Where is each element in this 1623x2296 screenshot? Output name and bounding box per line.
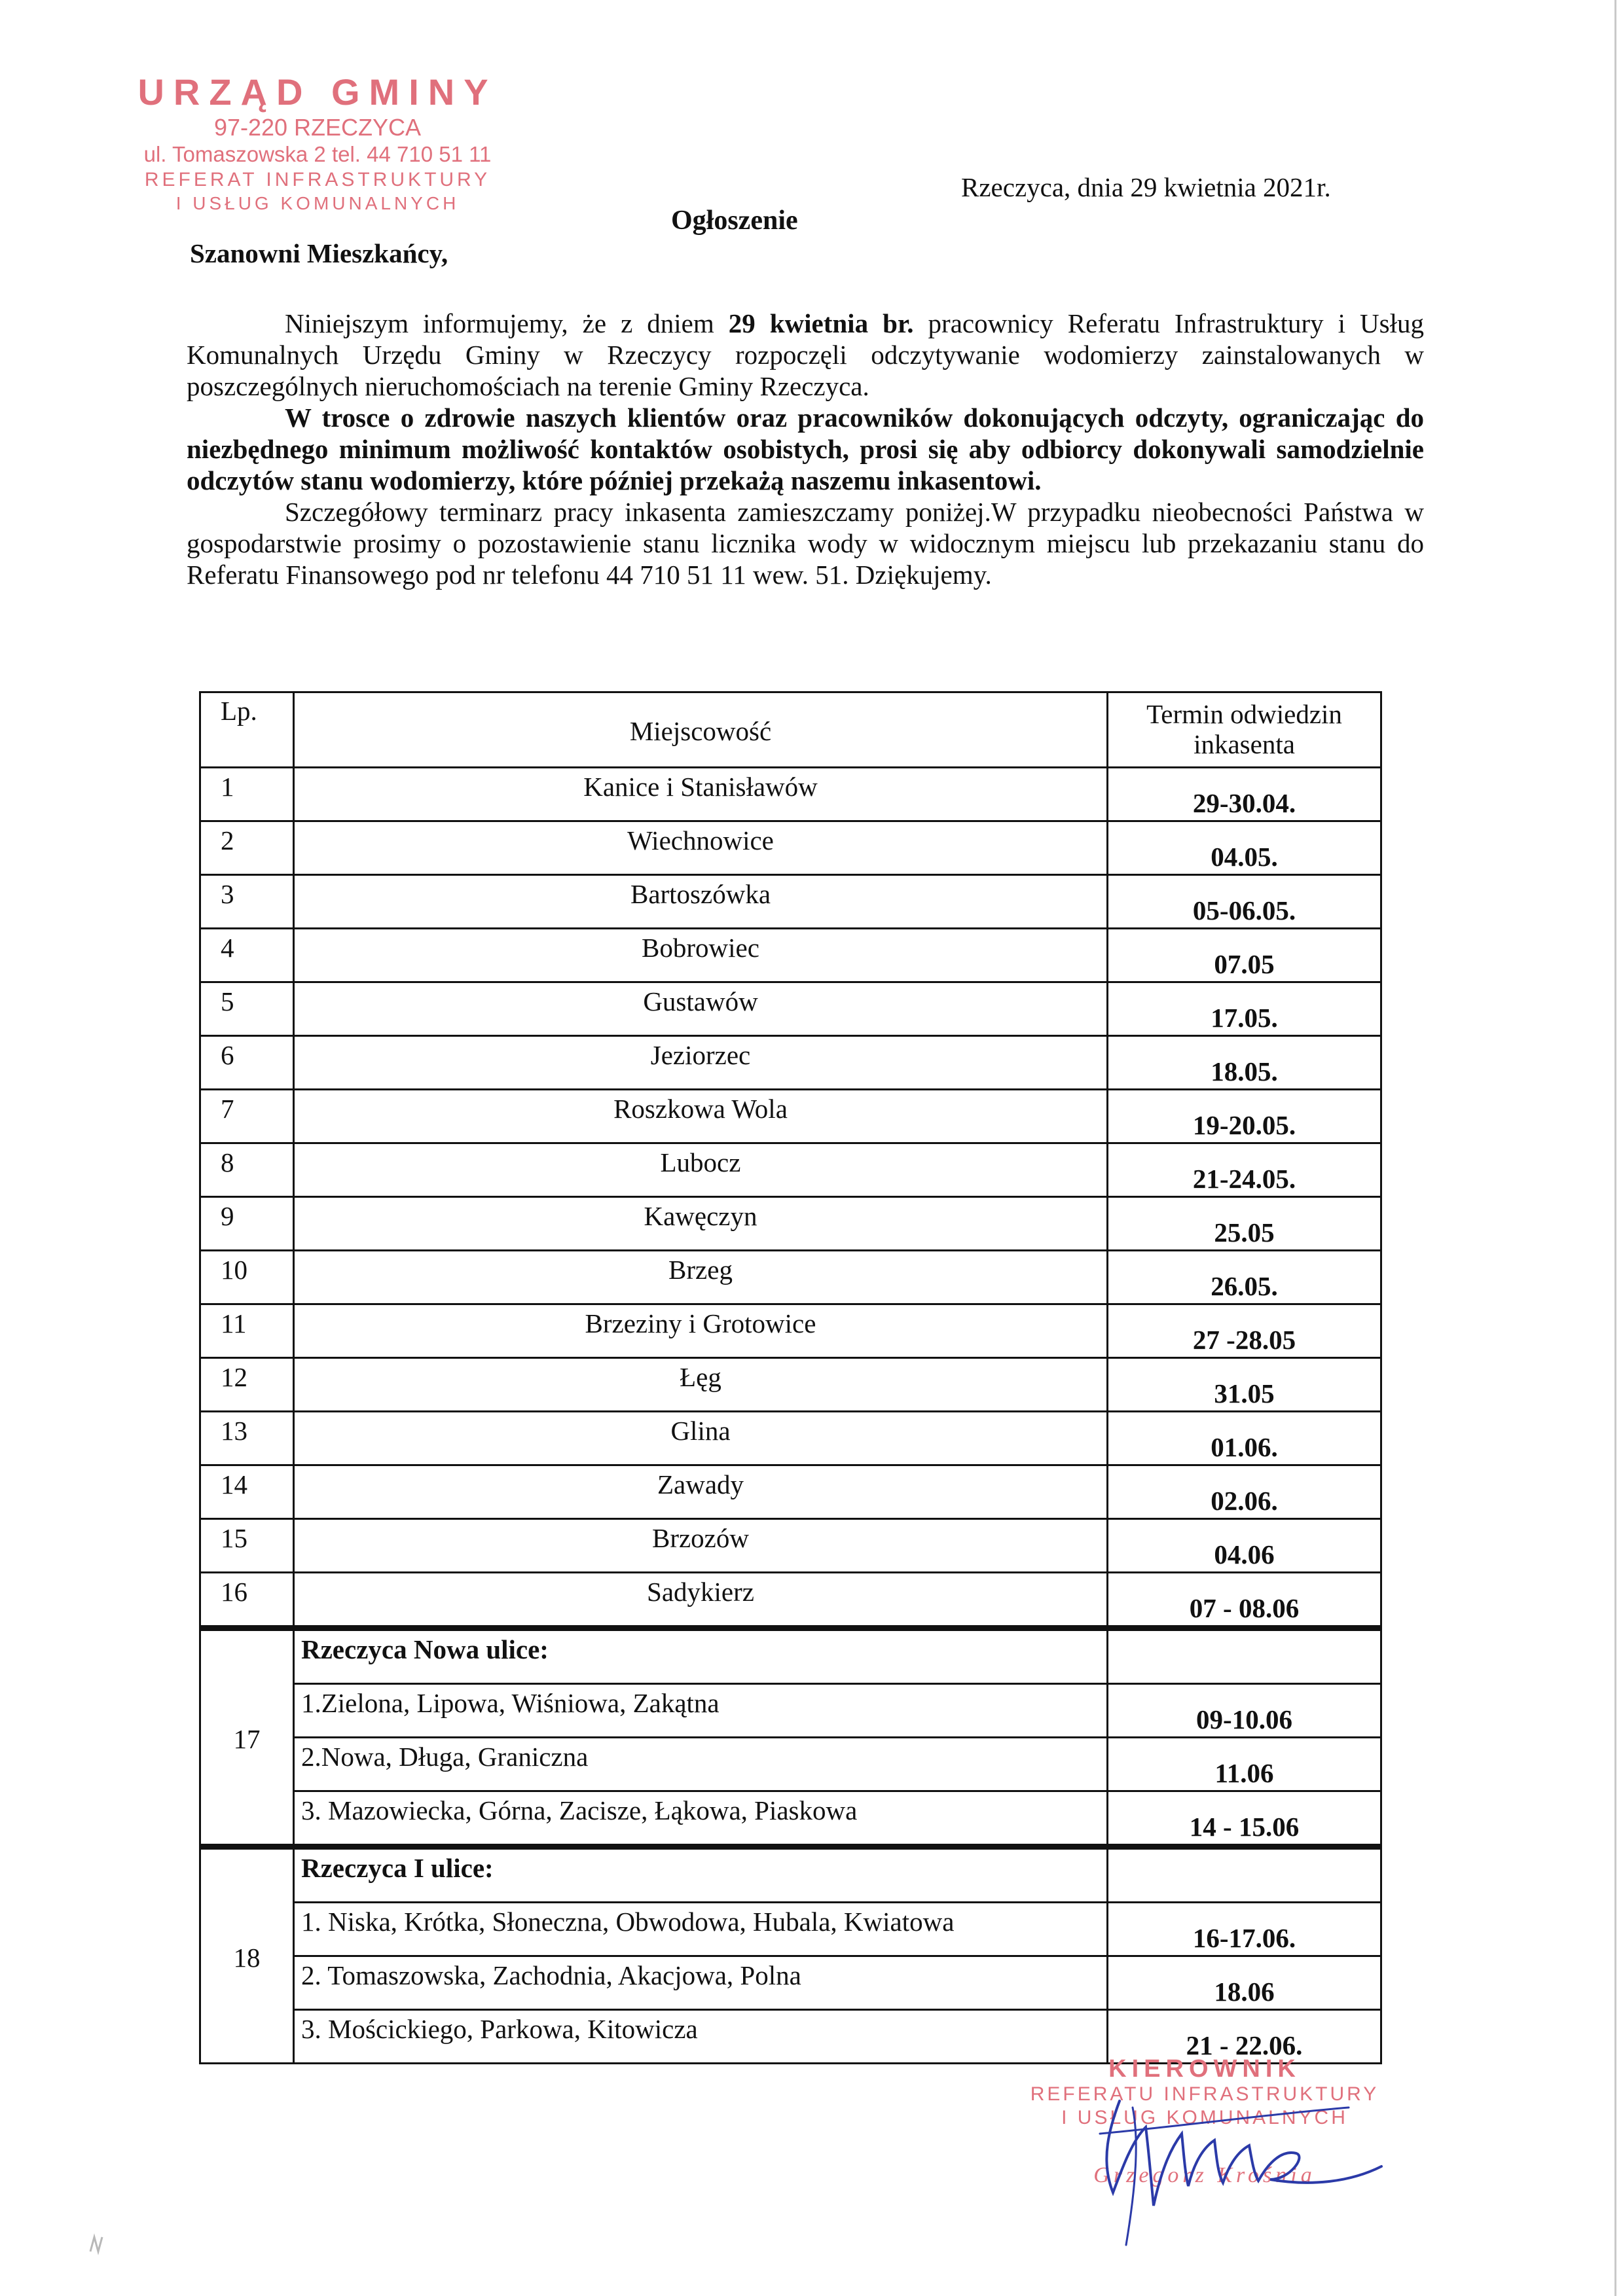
row-lp: 15 (200, 1519, 294, 1573)
group-heading: Rzeczyca I ulice: (294, 1847, 1108, 1903)
signature-stamp-line-3: I USŁUG KOMUNALNYCH (1061, 2107, 1348, 2128)
paragraph-2-bold: W trosce o zdrowie naszych klientów oraz pracowników dokonujących odczyty, ograniczając do niezbędnego minimum możliwość kontaktów osobistych, prosi się aby odbiorcy dokonywali samodzielnie odczytów stanu wodomierzy, które później przekażą naszemu inkasentowi. (187, 403, 1424, 495)
row-term: 02.06. (1108, 1465, 1381, 1519)
row-term: 04.06 (1108, 1519, 1381, 1573)
row-term: 04.05. (1108, 821, 1381, 875)
table-row (200, 1197, 1381, 1251)
table-row (200, 768, 1381, 821)
row-term: 07.05 (1108, 929, 1381, 982)
table-header-row (200, 692, 1381, 768)
salutation: Szanowni Mieszkańcy, (190, 238, 448, 268)
group-heading-term (1108, 1628, 1381, 1684)
row-term: 18.06 (1108, 1956, 1381, 2010)
table-row (200, 1956, 1381, 2010)
table-row (200, 1251, 1381, 1304)
row-lp: 10 (200, 1251, 294, 1304)
row-term: 01.06. (1108, 1412, 1381, 1465)
group-heading-term (1108, 1847, 1381, 1903)
row-place: Roszkowa Wola (294, 1090, 1108, 1143)
row-term: 18.05. (1108, 1036, 1381, 1090)
row-term: 29-30.04. (1108, 768, 1381, 821)
table-row (200, 1573, 1381, 1628)
table-group-heading-row (200, 1847, 1381, 1903)
row-term: 21-24.05. (1108, 1143, 1381, 1197)
table-row (200, 875, 1381, 929)
table-row (200, 1304, 1381, 1358)
row-place: Lubocz (294, 1143, 1108, 1197)
row-term: 14 - 15.06 (1108, 1791, 1381, 1847)
row-lp: 3 (200, 875, 294, 929)
row-term: 17.05. (1108, 982, 1381, 1036)
schedule-rows (200, 768, 1381, 2064)
row-place: Zawady (294, 1465, 1108, 1519)
stamp-line-1: URZĄD GMINY (137, 71, 498, 113)
row-term: 21 - 22.06. (1108, 2010, 1381, 2064)
row-lp: 6 (200, 1036, 294, 1090)
row-place: Glina (294, 1412, 1108, 1465)
paragraph-1-start: Niniejszym informujemy, że z dniem (285, 308, 729, 338)
row-lp: 11 (200, 1304, 294, 1358)
row-term: 07 - 08.06 (1108, 1573, 1381, 1628)
row-term: 05-06.05. (1108, 875, 1381, 929)
stamp-line-2: 97-220 RZECZYCA (213, 114, 422, 141)
table-row (200, 821, 1381, 875)
row-place: Sadykierz (294, 1573, 1108, 1628)
row-term: 26.05. (1108, 1251, 1381, 1304)
document-title: Ogłoszenie (671, 206, 798, 236)
table-row (200, 982, 1381, 1036)
announcement-body (187, 308, 1424, 590)
signature-stamp-line-1: KIEROWNIK (1108, 2055, 1301, 2083)
row-place: Brzeg (294, 1251, 1108, 1304)
table-group-heading-row (200, 1628, 1381, 1684)
row-place: Wiechnowice (294, 821, 1108, 875)
row-lp: 5 (200, 982, 294, 1036)
table-row (200, 929, 1381, 982)
row-lp: 9 (200, 1197, 294, 1251)
header-term: Termin odwiedzin inkasenta (1108, 692, 1381, 768)
start-date-bold: 29 kwietnia br. (728, 308, 914, 338)
signature-stamp-line-2: REFERATU INFRASTRUKTURY (1030, 2083, 1379, 2105)
date-line: Rzeczyca, dnia 29 kwietnia 2021r. (961, 172, 1331, 202)
group-lp: 18 (200, 1847, 294, 2064)
scan-edge (1614, 0, 1616, 2296)
row-place: Kanice i Stanisławów (294, 768, 1108, 821)
office-stamp (134, 71, 501, 215)
group-heading: Rzeczyca Nowa ulice: (294, 1628, 1108, 1684)
row-lp: 12 (200, 1358, 294, 1412)
table-row (200, 1465, 1381, 1519)
paragraph-2 (187, 402, 1424, 496)
row-lp: 14 (200, 1465, 294, 1519)
row-lp: 8 (200, 1143, 294, 1197)
schedule-table (199, 691, 1382, 2064)
handwritten-signature (1074, 2088, 1388, 2258)
table-row (200, 1412, 1381, 1465)
table-row (200, 1738, 1381, 1791)
row-lp: 2 (200, 821, 294, 875)
row-place: 3. Mościckiego, Parkowa, Kitowicza (294, 2010, 1108, 2064)
row-place: Bartoszówka (294, 875, 1108, 929)
table-row (200, 1358, 1381, 1412)
row-lp: 1 (200, 768, 294, 821)
row-place: Kawęczyn (294, 1197, 1108, 1251)
table-row (200, 1036, 1381, 1090)
table-row (200, 1519, 1381, 1573)
table-row (200, 1791, 1381, 1847)
row-place: Bobrowiec (294, 929, 1108, 982)
row-lp: 4 (200, 929, 294, 982)
row-term: 27 -28.05 (1108, 1304, 1381, 1358)
row-lp: 13 (200, 1412, 294, 1465)
header-lp: Lp. (200, 692, 294, 768)
row-term: 19-20.05. (1108, 1090, 1381, 1143)
group-lp: 17 (200, 1628, 294, 1847)
paragraph-1 (187, 308, 1424, 402)
scan-mark-icon (85, 2232, 111, 2258)
row-place: 1.Zielona, Lipowa, Wiśniowa, Zakątna (294, 1684, 1108, 1738)
row-term: 11.06 (1108, 1738, 1381, 1791)
row-lp: 7 (200, 1090, 294, 1143)
stamp-line-5: I USŁUG KOMUNALNYCH (175, 193, 460, 213)
row-place: 1. Niska, Krótka, Słoneczna, Obwodowa, Hubala, Kwiatowa (294, 1903, 1108, 1956)
signature-stamp-name: Grzegorz Krośnia (1093, 2163, 1316, 2187)
paragraph-3: Szczegółowy terminarz pracy inkasenta zamieszczamy poniżej.W przypadku nieobecności Państwa w gospodarstwie prosimy o pozostawienie stanu licznika wody w widocznym miejscu lub przekazaniu stanu do Referatu Finansowego pod nr telefonu 44 710 51 11 wew. 51. Dziękujemy. (187, 497, 1424, 590)
paragraph-1-end: pracownicy Referatu Infrastruktury i Usług Komunalnych Urzędu Gminy w Rzeczycy rozpoczęli odczytywanie wodomierzy zainstalowanych w poszczególnych nieruchomościach na terenie Gminy Rzeczyca. (187, 308, 1424, 401)
row-place: 3. Mazowiecka, Górna, Zacisze, Łąkowa, Piaskowa (294, 1791, 1108, 1847)
table-row (200, 1090, 1381, 1143)
row-place: Brzozów (294, 1519, 1108, 1573)
row-lp: 16 (200, 1573, 294, 1628)
row-place: Jeziorzec (294, 1036, 1108, 1090)
row-term: 25.05 (1108, 1197, 1381, 1251)
row-place: Brzeziny i Grotowice (294, 1304, 1108, 1358)
table-row (200, 1903, 1381, 1956)
row-place: Łęg (294, 1358, 1108, 1412)
row-place: Gustawów (294, 982, 1108, 1036)
table-row (200, 1684, 1381, 1738)
stamp-line-3: ul. Tomaszowska 2 tel. 44 710 51 11 (143, 142, 492, 166)
row-term: 31.05 (1108, 1358, 1381, 1412)
row-place: 2. Tomaszowska, Zachodnia, Akacjowa, Polna (294, 1956, 1108, 2010)
header-place: Miejscowość (294, 692, 1108, 768)
row-term: 09-10.06 (1108, 1684, 1381, 1738)
stamp-line-4: REFERAT INFRASTRUKTURY (144, 169, 491, 190)
row-term: 16-17.06. (1108, 1903, 1381, 1956)
table-row (200, 1143, 1381, 1197)
row-place: 2.Nowa, Długa, Graniczna (294, 1738, 1108, 1791)
